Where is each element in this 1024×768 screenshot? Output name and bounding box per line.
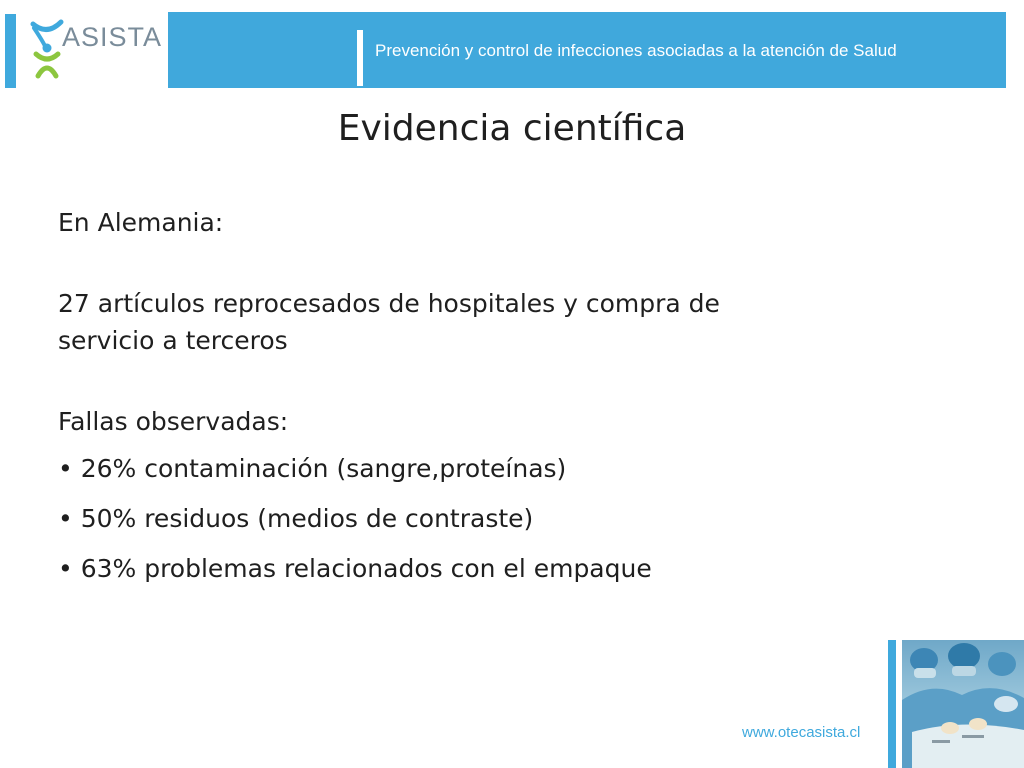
failures-list xyxy=(58,450,778,587)
slide-content xyxy=(58,204,778,600)
intro-text: En Alemania: xyxy=(58,208,224,237)
failures-heading: Fallas observadas: xyxy=(58,407,289,436)
surgery-photo xyxy=(902,640,1024,768)
slide-title: Evidencia científica xyxy=(337,108,687,149)
logo-text: ASISTA xyxy=(62,22,163,52)
list-item: • 50% residuos (medios de contraste) xyxy=(58,504,534,533)
articles-paragraph: 27 artículos reprocesados de hospitales y compra de servicio a terceros xyxy=(58,289,720,355)
footer-accent-bar xyxy=(888,640,896,768)
header-left-accent-bar xyxy=(5,14,16,88)
header-subtitle: Prevención y control de infecciones asociadas a la atención de Salud xyxy=(375,41,897,60)
asista-figure-icon xyxy=(30,14,64,84)
surgery-photo-image xyxy=(902,640,1024,768)
list-item: • 26% contaminación (sangre,proteínas) xyxy=(58,454,567,483)
website-link[interactable]: www.otecasista.cl xyxy=(742,724,861,741)
header-divider xyxy=(357,30,363,86)
list-item: • 63% problemas relacionados con el empaque xyxy=(58,554,652,583)
